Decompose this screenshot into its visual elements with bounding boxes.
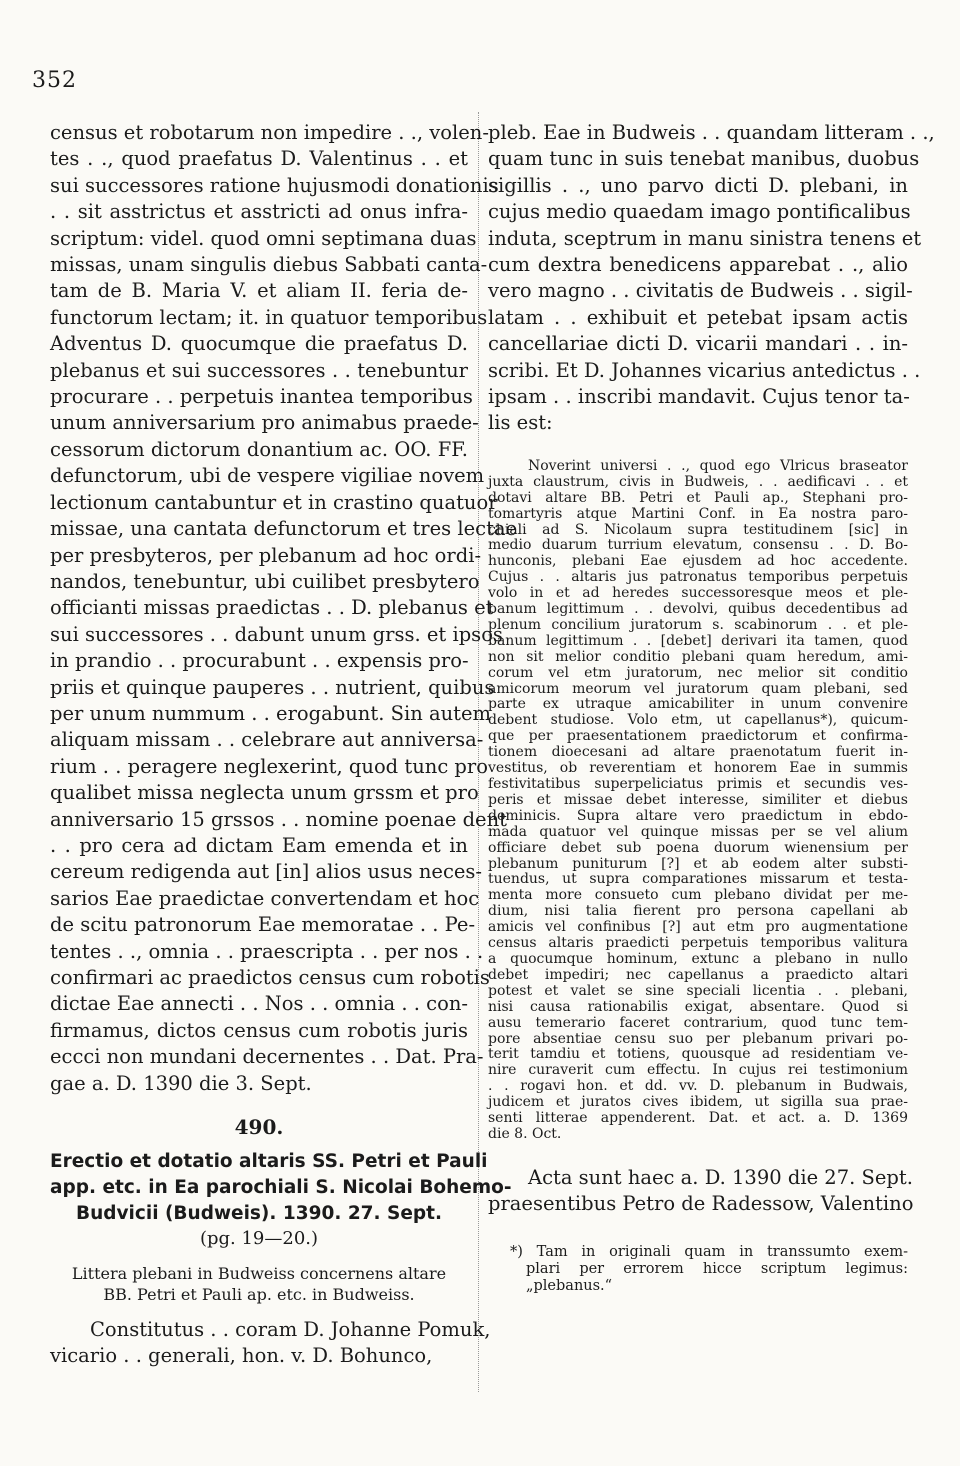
text-line: quam tunc in suis tenebat manibus, duobus [488, 147, 920, 171]
text-line: sui successores ratione hujusmodi donationis [50, 173, 499, 197]
column-divider [478, 112, 479, 1392]
text-line: lis est: [488, 411, 553, 435]
text-line: Adventus D. quocumque die praefatus D. [50, 332, 468, 356]
text-line: Constitutus . . coram D. Johanne Pomuk, [90, 1318, 491, 1342]
document-line: terit tamdiu et totiens, quousque ad residentiam ve- [488, 1046, 908, 1063]
text-line: plebanus et sui successores . . tenebuntur [50, 358, 468, 382]
entry-title [50, 1149, 512, 1227]
footnote [488, 1244, 908, 1295]
text-line: tam de B. Maria V. et aliam II. feria de- [50, 279, 468, 303]
text-line: vicario . . generali, hon. v. D. Bohunco, [50, 1344, 433, 1368]
document-line: nire curaverit cum effectu. In cujus rei testimonium [488, 1062, 908, 1079]
document-line: medio duarum turrium elevatum, consensu . . D. Bo- [488, 537, 908, 554]
text-line: firmamus, dictos census cum robotis juris [50, 1018, 468, 1042]
document-line: debent studiose. Volo etm, ut capellanus*), quicum- [488, 712, 908, 729]
text-line: per unum nummum . . erogabunt. Sin autem [50, 701, 491, 725]
right-closing-text [488, 1165, 914, 1218]
document-line: plebanum puniturum [?] et ab eodem alter substi- [488, 855, 908, 872]
text-line: . . pro cera ad dictam Eam emenda et in [50, 833, 468, 857]
text-line: priis et quinque pauperes . . nutrient, quibus [50, 675, 495, 699]
document-line: chiali ad S. Nicolaum supra testitudinem [sic] in [488, 521, 908, 538]
text-line: gae a. D. 1390 die 3. Sept. [50, 1071, 312, 1095]
text-line: in prandio . . procurabunt . . expensis pro- [50, 649, 469, 673]
document-line: Noverint universi . ., quod ego Vlricus braseator [528, 457, 908, 474]
text-line: cereum redigenda aut [in] alios usus neces- [50, 860, 482, 884]
document-line: amicorum meorum vel juratorum quam plebani, sed [488, 680, 908, 697]
document-line: potest et valet se sine speciali licentia . . plebani, [488, 982, 908, 999]
document-line: plenum concilium juratorum s. scabinorum . . et ple- [488, 616, 908, 633]
text-line: sui successores . . dabunt unum grss. et ipsos [50, 622, 503, 646]
text-line: praesentibus Petro de Radessow, Valentino [488, 1192, 914, 1216]
document-line: hunconis, plebani Eae ejusdem ad hoc accedente. [488, 553, 908, 570]
document-line: tionem dioecesani ad altare praenotatum fuerit in- [488, 744, 908, 761]
text-line: aliquam missam . . celebrare aut anniversa- [50, 728, 484, 752]
text-line: eccci non mundani decernentes . . Dat. Pra- [50, 1045, 484, 1069]
document-line: volo in et ad heredes successoresque meos et ple- [488, 585, 908, 602]
document-line: corum vel etm juratorum, nec melior sit conditio [488, 664, 908, 681]
text-line: ipsam . . inscribi mandavit. Cujus tenor ta- [488, 385, 910, 409]
inserted-document [488, 459, 908, 1143]
document-line: a quocumque hominum, extunc a plebano in nullo [488, 950, 908, 967]
document-line: menta more consueto cum plebano dividat per me- [488, 887, 908, 904]
entry-number: 490. [234, 1115, 284, 1140]
text-line: Acta sunt haec a. D. 1390 die 27. Sept. [528, 1165, 913, 1189]
right-body-text [488, 120, 935, 437]
regest-line: BB. Petri et Pauli ap. etc. in Budweiss. [103, 1285, 415, 1305]
title-line: Budvicii (Budweis). 1390. 27. Sept. [75, 1203, 443, 1225]
text-line: de scitu patronorum Eae memoratae . . Pe- [50, 913, 476, 937]
title-line: Erectio et dotatio altaris SS. Petri et Pauli [50, 1151, 488, 1173]
document-line: dotavi altare BB. Petri et Pauli ap., Stephani pro- [488, 489, 908, 506]
text-line: confirmari ac praedictos census cum robotis [50, 966, 490, 989]
text-line: anniversario 15 grssos . . nomine poenae dent [50, 807, 507, 831]
document-line: ausu temerario faceret contrarium, quod tunc tem- [488, 1014, 908, 1031]
footnote-line: plari per errorem hicce scriptum legimus: [526, 1260, 908, 1277]
text-line: tentes . ., omnia . . praescripta . . per nos . . [50, 939, 484, 963]
text-line: defunctorum, ubi de vespere vigiliae novem [50, 464, 485, 488]
document-line: non sit melior conditio plebani quam heredum, ami- [488, 648, 908, 665]
document-line: die 8. Oct. [488, 1125, 562, 1142]
left-body-text [50, 120, 518, 1097]
text-line: unum anniversarium pro animabus praede- [50, 411, 479, 435]
text-line: pleb. Eae in Budweis . . quandam litteram . ., [488, 121, 935, 144]
left-column [50, 120, 518, 1370]
text-line: functorum lectam; it. in quatuor temporibus [50, 305, 488, 329]
text-line: missae, una cantata defunctorum et tres lectae [50, 517, 518, 541]
footnote-line: „plebanus.“ [526, 1277, 613, 1294]
title-line: app. etc. in Ea parochiali S. Nicolai Bohemo- [50, 1177, 512, 1199]
document-line: nisi causa rationabilis exigat, absentare. Quod si [488, 998, 908, 1015]
text-line: cessorum dictorum donantium ac. OO. FF. [50, 437, 468, 461]
text-line: dictae Eae annecti . . Nos . . omnia . . con- [50, 992, 468, 1016]
document-line: tuendus, ut supra comparationes missarum et testa- [488, 871, 908, 888]
text-line: rium . . peragere neglexerint, quod tunc pro [50, 754, 488, 778]
document-line: dium, nisi talia fierent pro persona capellani ab [488, 903, 908, 920]
text-line: officianti missas praedictas . . D. plebanus et [50, 596, 494, 620]
text-line: vero magno . . civitatis de Budweis . . sigil- [488, 279, 913, 303]
document-line: pore absentiae censu suo per plebanum privari po- [488, 1030, 908, 1047]
right-column [488, 120, 935, 1295]
text-line: census et robotarum non impedire . ., volen- [50, 121, 489, 144]
text-line: qualibet missa neglecta unum grssm et pro [50, 781, 479, 805]
entry-regest [50, 1263, 468, 1305]
text-line: nandos, tenebuntur, ubi cuilibet presbytero [50, 569, 480, 593]
document-line: que per praesentationem praedictorum et confirma- [488, 728, 908, 745]
document-line: vestitus, ob reverentiam et honorem Eae in summis [488, 760, 908, 777]
document-line: banum legittimum . . devolvi, quibus decedentibus ad [488, 601, 908, 618]
document-line: mada quatuor vel quinque missas per se vel alium [488, 823, 908, 840]
text-line: scribi. Et D. Johannes vicarius antedictus . . [488, 358, 921, 382]
document-line: juxta claustrum, civis in Budweis, . . aedificavi . . et [488, 473, 908, 490]
document-line: Cujus . . altaris jus patronatus temporibus perpetuis [488, 569, 908, 586]
document-line: senti litterae appenderent. Dat. et act. a. D. 1369 [488, 1110, 908, 1127]
left-closing-text [50, 1317, 491, 1370]
document-line: tomartyris atque Martini Conf. in Ea nostra paro- [488, 505, 908, 522]
text-line: lectionum cantabuntur et in crastino quatuor [50, 490, 498, 514]
text-line: cum dextra benedicens apparebat . ., alio [488, 253, 908, 277]
text-line: latam . . exhibuit et petebat ipsam actis [488, 305, 908, 329]
text-line: scriptum: videl. quod omni septimana duas [50, 226, 477, 250]
document-line: festivitatibus superpeliciatus primis et secundis ves- [488, 776, 908, 792]
text-line: per presbyteros, per plebanum ad hoc ordi- [50, 543, 482, 567]
regest-line: Littera plebani in Budweiss concernens altare [71, 1264, 447, 1284]
document-line: judicem et juratos cives ibidem, ut sigilla sua prae- [488, 1094, 908, 1111]
entry-pages: (pg. 19—20.) [199, 1228, 319, 1250]
document-line: dominicis. Supra altare vero praedictum in ebdo- [488, 807, 908, 824]
document-line: peris et missae debet interesse, similiter et diebus [488, 791, 908, 808]
text-line: cujus medio quaedam imago pontificalibus [488, 200, 911, 224]
text-line: sigillis . ., uno parvo dicti D. plebani, in [488, 173, 908, 197]
text-line: missas, unam singulis diebus Sabbati canta- [50, 253, 488, 277]
document-line: parte ex utraque amicabiliter in unum convenire [488, 696, 908, 713]
text-line: tes . ., quod praefatus D. Valentinus . . et [50, 147, 468, 171]
text-line: procurare . . perpetuis inantea temporibus [50, 385, 473, 409]
document-line: officiare debet sub poena duorum wienensium per [488, 839, 908, 856]
text-line: sarios Eae praedictae convertendam et hoc [50, 886, 480, 910]
text-line: . . sit asstrictus et asstricti ad onus infra- [50, 200, 468, 224]
footnote-line: *) Tam in originali quam in transsumto exem- [510, 1243, 908, 1260]
text-line: induta, sceptrum in manu sinistra tenens et [488, 226, 922, 250]
page-number: 352 [32, 68, 77, 93]
document-line: debet impediri; nec capellanus a praedicto altari [488, 966, 908, 983]
document-line: . . rogavi hon. et dd. vv. D. plebanum in Budwais, [488, 1078, 908, 1095]
document-line: banum legittimum . . [debet] derivari ita tamen, quod [488, 632, 908, 649]
document-line: census altaris praedicti perpetuis temporibus valitura [488, 935, 908, 952]
document-line: amicis vel confinibus [?] aut etm pro augmentatione [488, 919, 908, 936]
text-line: cancellariae dicti D. vicarii mandari . . in- [488, 332, 908, 356]
